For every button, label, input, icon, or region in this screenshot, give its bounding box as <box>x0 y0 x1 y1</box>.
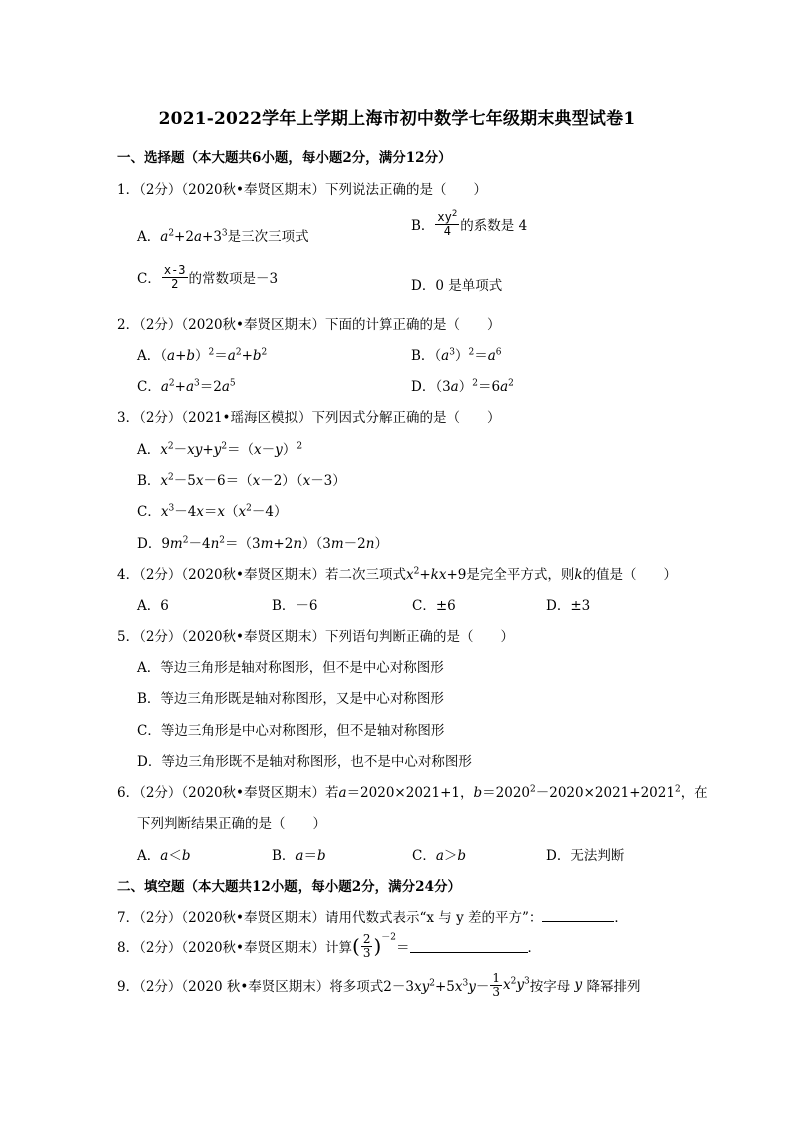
fraction: $\frac{2}{3}$ <box>362 932 371 960</box>
question-1-option-a[interactable]: A．$a^2+2a+3^3$是三次三项式 <box>137 228 309 245</box>
question-2-option-a[interactable]: A．$(a+b)^2=a^2+b^2$ <box>137 347 268 364</box>
fraction: $\frac{1}{3}$ <box>492 971 501 999</box>
question-5-option-b[interactable]: B．等边三角形既是轴对称图形，又是中心对称图形 <box>137 691 444 707</box>
question-1-stem: 1．（2分）（2020秋•奉贤区期末）下列说法正确的是（ ） <box>117 182 487 198</box>
question-5-option-a[interactable]: A．等边三角形是轴对称图形，但不是中心对称图形 <box>137 660 444 676</box>
question-2-option-d[interactable]: D．$(3a)^2=6a^2$ <box>411 378 514 395</box>
question-6-option-b[interactable]: B．a＝b <box>272 848 326 864</box>
question-6-stem: 6．（2分）（2020秋•奉贤区期末）若a＝2020×2021+1，$b=2020^2-2020\times 2021+2021^2$，在 <box>117 784 708 801</box>
fraction: $\frac{xy^2}{4}$ <box>437 209 458 238</box>
answer-blank[interactable] <box>542 909 614 922</box>
question-2-stem: 2．（2分）（2020秋•奉贤区期末）下面的计算正确的是（ ） <box>117 317 501 333</box>
question-4-stem: 4．（2分）（2020秋•奉贤区期末）若二次三项式$x^2+kx+9$是完全平方式，则k的值是（ ） <box>117 566 678 583</box>
question-2-option-b[interactable]: B．$(a^3)^2=a^6$ <box>411 347 502 364</box>
question-5-option-d[interactable]: D．等边三角形既不是轴对称图形，也不是中心对称图形 <box>137 754 472 770</box>
question-2-option-c[interactable]: C．$a^2+a^3=2a^5$ <box>137 378 236 395</box>
section-choice-heading: 一、选择题（本大题共6小题，每小题2分，满分12分） <box>117 150 452 166</box>
page-title: 2021-2022学年上学期上海市初中数学七年级期末典型试卷1 <box>158 109 636 129</box>
question-5-stem: 5．（2分）（2020秋•奉贤区期末）下列语句判断正确的是（ ） <box>117 629 514 645</box>
question-1-option-d[interactable]: D．0 是单项式 <box>411 278 503 294</box>
question-6-option-c[interactable]: C．a＞b <box>412 848 467 864</box>
question-1-option-c[interactable]: C． $\frac{x-3}{2}$ 的常数项是－3 <box>137 263 279 291</box>
question-3-option-c[interactable]: C．$x^3-4x=x(x^2-4)$ <box>137 503 288 520</box>
question-4-option-b[interactable]: B．－6 <box>272 598 318 614</box>
section-fill-heading: 二、填空题（本大题共12小题，每小题2分，满分24分） <box>117 879 461 895</box>
question-4-option-c[interactable]: C．±6 <box>412 598 456 614</box>
question-4-option-a[interactable]: A．6 <box>137 598 169 614</box>
question-6-option-d[interactable]: D．无法判断 <box>546 848 625 864</box>
question-3-option-d[interactable]: D．$9m^2-4n^2=(3m+2n)(3m-2n)$ <box>137 535 388 552</box>
question-8-stem: 8．（2分）（2020秋•奉贤区期末）计算( $\frac{2}{3}$ )$^{-2}$＝ ． <box>117 932 541 960</box>
answer-blank[interactable] <box>410 940 528 953</box>
question-7-stem: 7．（2分）（2020秋•奉贤区期末）请用代数式表示“x 与 y 差的平方”： ． <box>117 910 628 926</box>
question-4-option-d[interactable]: D．±3 <box>546 598 591 614</box>
question-3-option-a[interactable]: A．$x^2-xy+y^2=(x-y)^2$ <box>137 441 303 458</box>
question-6-stem-line-2: 下列判断结果正确的是（ ） <box>137 816 326 832</box>
question-3-option-b[interactable]: B．$x^2-5x-6=(x-2)(x-3)$ <box>137 472 346 489</box>
question-6-option-a[interactable]: A．a＜b <box>137 848 191 864</box>
question-5-option-c[interactable]: C．等边三角形是中心对称图形，但不是轴对称图形 <box>137 723 445 739</box>
fraction: $\frac{x-3}{2}$ <box>163 263 186 291</box>
question-3-stem: 3．（2分）（2021•瑶海区模拟）下列因式分解正确的是（ ） <box>117 410 501 426</box>
question-9-stem: 9．（2分）（2020 秋•奉贤区期末）将多项式$2-3xy^2+5x^3y-$ $\frac{1}{3}$ $x^2y^3$按字母 y 降幂排列 <box>117 971 641 999</box>
question-1-option-b[interactable]: B． $\frac{xy^2}{4}$ 的系数是 4 <box>411 209 528 238</box>
